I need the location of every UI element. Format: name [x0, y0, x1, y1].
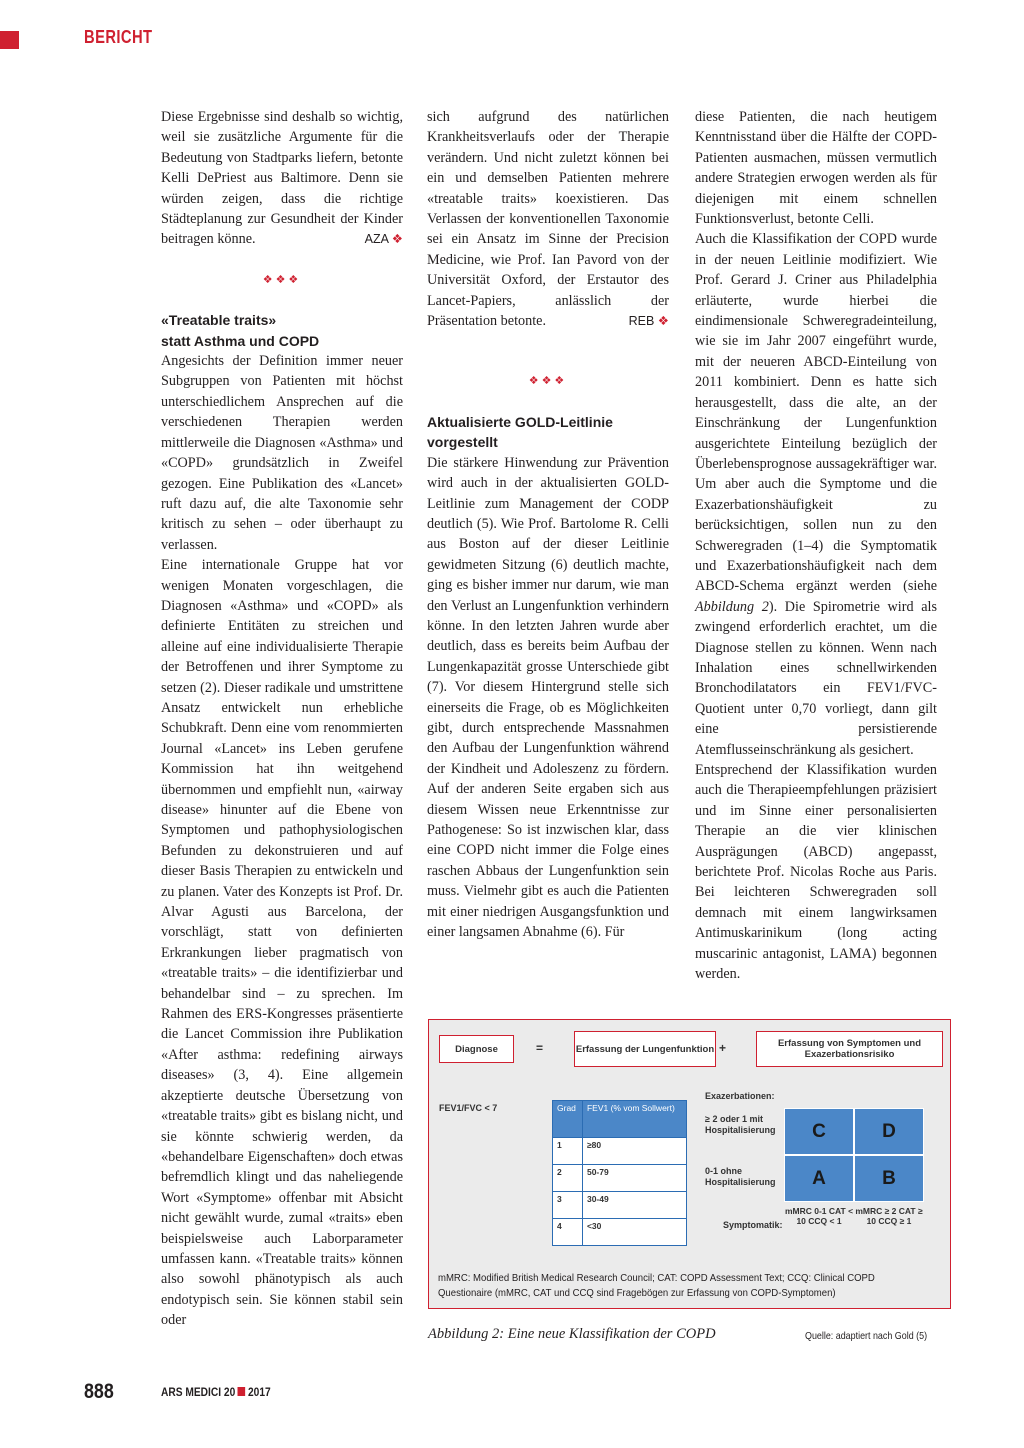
col1-intro-paragraph — [161, 107, 403, 250]
section-heading-treatable-traits: «Treatable traits» statt Asthma und COPD — [161, 312, 320, 349]
copd-classification-figure — [428, 1019, 951, 1309]
plus-sign: + — [719, 1041, 727, 1055]
table-row: 1 ≥80 — [553, 1138, 687, 1165]
col3-paragraph-3: Entsprechend der Klassifikation wurden auch die Therapieempfehlungen präzisiert und im Sinne einer personalisierten Therapie an die vier klinischen Ausprägungen (ABCD) angepasst, berichtete Prof. Nicolas Roche aus Paris. Bei leichteren Schweregraden soll demnach mit einem langwirksamen Antimuskarinikum (long acting muscarinic antagonist, LAMA) begonnen werden. — [695, 762, 937, 983]
quadrant-b: B — [854, 1155, 924, 1202]
symptom-risk-box: Erfassung von Symptomen und Exazerbationsrisiko — [756, 1031, 943, 1067]
quadrant-a: A — [784, 1155, 854, 1202]
figure-caption: Abbildung 2: Eine neue Klassifikation der COPD — [428, 1326, 716, 1342]
diagnose-box: Diagnose — [439, 1035, 514, 1063]
section-marker — [0, 31, 19, 49]
equals-sign: = — [536, 1041, 544, 1055]
figure-source: Quelle: adaptiert nach Gold (5) — [805, 1330, 928, 1342]
col3-paragraph-1: diese Patienten, die nach heutigem Kenntnisstand über die Hälfte der COPD-Patienten ausmachen, müssen vermutlich andere Strategien erwogen werden als für diejenigen mit einem schnellen Funktionsverlust, betonte Celli. — [695, 109, 937, 228]
col1-paragraph-1: Angesichts der Definition immer neuer Subgruppen von Patienten mit höchst unterschiedlichem Ansprechen auf die verschiedenen Therapien werden mittlerweile die Diagnosen «Asthma» und «COPD» grundsätzlich in Zweifel gezogen. Eine Publikation des «Lancet» ruft dazu auf, die alte Taxonomie sehr kritisch zu sehen – oder überhaupt zu verlassen. — [161, 353, 403, 553]
col3-paragraph-2: Auch die Klassifikation der COPD wurde in der neuen Leitlinie modifiziert. Wie Prof. Gerard J. Criner aus Philadelphia erläuterte, wurde hierbei die eindimensionale Schweregradeinteilung, wie sie im Jahr 2007 eingeführt wurde, mit der neueren ABCD-Einteilung von 2011 kombiniert. Denn es hatte sich herausgestellt, dass die alte, an der Einschränkung der Lungenfunktion ausgerichtete Einteilung bezüglich der Überlebensprognose aussagekräftiger war. Um aber auch die Symptome und die Exazerbationshäufigkeit zu berücksichtigen, sollen nun zu den Schweregraden (1–4) die Symptomatik und Exazerbationshäufigkeit nach dem ABCD-Schema ergänzt werden (siehe Abbildung 2). Die Spirometrie wird als zwingend erforderlich erachtet, um die Diagnose stellen zu können. Wenn nach Inhalation eines schnellwirkenden Bronchodilatators ein FEV1/FVC-Quotient unter 0,70 vorliegt, dann gilt eine persistierende Atemflusseinschränkung als gesichert. — [695, 231, 937, 758]
col2-paragraph-1: sich aufgrund des natürlichen Krankheitsverlaufs oder der Therapie verändern. Und nicht zuletzt können bei ein und demselben Patienten mehrere «treatable traits» koexistieren. Das Verlassen der konventionellen Taxonomie sei ein Ansatz im Sinne der Precision Medicine, wie Prof. Ian Pavord von der Universität Oxford, der Erstautor des Lancet-Papiers, anlässlich der Präsentation betonte. REB ❖ — [427, 107, 669, 331]
column-3 — [695, 107, 937, 984]
grad-header: Grad — [553, 1101, 583, 1138]
exazerbation-low-label: 0-1 ohne Hospitalisierung — [705, 1166, 776, 1187]
agency-signature: AZA ❖ — [364, 232, 403, 247]
column-1 — [161, 107, 403, 1331]
journal-year: 2017 — [248, 1385, 271, 1399]
section-heading-gold-leitlinie: Aktualisierte GOLD-Leitlinie vorgestellt — [427, 413, 613, 451]
table-row: 4 <30 — [553, 1219, 687, 1246]
table-header-row — [553, 1101, 687, 1138]
exazerbation-high-label: ≥ 2 oder 1 mit Hospitalisierung — [705, 1114, 776, 1135]
agency-signature: REB ❖ — [628, 314, 669, 329]
figure-legend: mMRC: Modified British Medical Research Council; CAT: COPD Assessment Text; CCQ: Clinical COPD Questionaire (mMRC, CAT und CCQ sind Fragebögen zur Erfassung von COPD-Symptomen) — [438, 1273, 875, 1299]
journal-footer — [161, 1385, 271, 1399]
fev-fvc-label: FEV1/FVC < 7 — [439, 1103, 498, 1113]
lung-function-box: Erfassung der Lungenfunktion — [574, 1031, 716, 1067]
symptom-low-criteria: mMRC 0-1 CAT < 10 CCQ < 1 — [784, 1206, 854, 1226]
figure-reference: Abbildung 2 — [695, 598, 769, 615]
section-title: BERICHT — [84, 27, 153, 47]
exazerbationen-label: Exazerbationen: — [705, 1091, 775, 1101]
col1-paragraph-2: Eine internationale Gruppe hat vor wenigen Monaten vorgeschlagen, die Diagnosen «Asthma» und «COPD» als definierte Entitäten zu streichen und alleine auf eine individualisierte Therapie der Betroffenen und ihrer Symptome zu setzen (2). Dieser radikale und umstrittene Ansatz entwickelt nun erhebliche Schubkraft. Denn eine vom renommierten Journal «Lancet» ins Leben gerufene Kommission hat ihn weitgehend übernommen und empfiehlt nun, «airway disease» hinunter auf die Ebene von Symptomen und pathophysiologischen Befunden zu dekonstruieren und auf dieser Basis Therapien zu entwickeln und zu planen. Vater des Konzepts ist Prof. Dr. Alvar Agusti aus Barcelona, der vorschlägt, statt von definierten Erkrankungen lieber pragmatisch von «treatable traits» – die identifizierbar und behandelbar sind – zu sprechen. Im Rahmen des ERS-Kongresses präsentierte die Lancet Commission ihre Publikation «After asthma: redefining airways diseases» (3, 4). Eine allgemein akzeptierte deutsche Übersetzung von «treatable traits» gibt es bislang nicht, und sie könnte schwierig werden, da «behandelbare Eigenschaften» doch etwas befremdlich klingt und das naheliegende Wort «Symptome» offenbar mit Absicht nicht gewählt wurde, zumal «traits» eben beispielsweise auch Laborparameter umfassen kann. «Treatable traits» können also sowohl phänotypisch als auch endotypisch sein. Sie können stabil sein oder — [161, 557, 403, 1329]
column-2 — [427, 107, 669, 942]
col1-intro-text: Diese Ergebnisse sind deshalb so wichtig, weil sie zusätzliche Argumente für die Bedeutung von Stadtparks liefern, betonte Kelli DePriest aus Baltimore. Denn sie würden zeigen, dass die richtige Städteplanung zur Gesundheit der Kinder beitragen könne. — [161, 109, 403, 248]
page-number: 888 — [84, 1380, 114, 1403]
symptom-high-criteria: mMRC ≥ 2 CAT ≥ 10 CCQ ≥ 1 — [855, 1206, 923, 1226]
footer-square — [238, 1387, 246, 1396]
table-row: 3 30-49 — [553, 1192, 687, 1219]
col2-paragraph-2: Die stärkere Hinwendung zur Prävention wird auch in der aktualisierten GOLD-Leitlinie zum Management der CODP deutlich (5). Wie Prof. Bartolome R. Celli aus Boston auf der dieser Leitlinie gewidmeten Sitzung (6) deutlich machte, ging es bisher immer nur darum, wie man den Verlust an Lungenfunktion verhindern könne. In den letzten Jahren wurde aber deutlich, dass es bereits beim Aufbau der Lungenkapazität grosse Unterschiede gibt (7). Vor diesem Hintergrund stelle sich einerseits die Frage, ob es Möglichkeiten gibt, durch entsprechende Massnahmen den Aufbau der Lungenfunktion während der Kindheit und Adoleszenz zu fördern. Auf der anderen Seite ergaben sich aus diesem Wissen neue Erkenntnisse zur Pathogenese: So ist inzwischen klar, dass eine COPD nicht immer die Folge eines raschen Abbaus der Lungenfunktion sein muss. Vielmehr gibt es auch die Patienten mit einer niedrigen Ausgangsfunktion und einer langsamen Abnahme (6). Für — [427, 454, 669, 941]
severity-grade-table — [552, 1100, 687, 1246]
fev-header: FEV1 (% vom Sollwert) — [582, 1101, 686, 1138]
quadrant-d: D — [854, 1108, 924, 1155]
section-divider: ❖❖❖ — [262, 273, 302, 286]
symptomatik-label: Symptomatik: — [723, 1220, 783, 1230]
table-row: 2 50-79 — [553, 1165, 687, 1192]
journal-issue: ARS MEDICI 20 — [161, 1385, 236, 1399]
quadrant-c: C — [784, 1108, 854, 1155]
section-divider: ❖❖❖ — [528, 375, 568, 388]
